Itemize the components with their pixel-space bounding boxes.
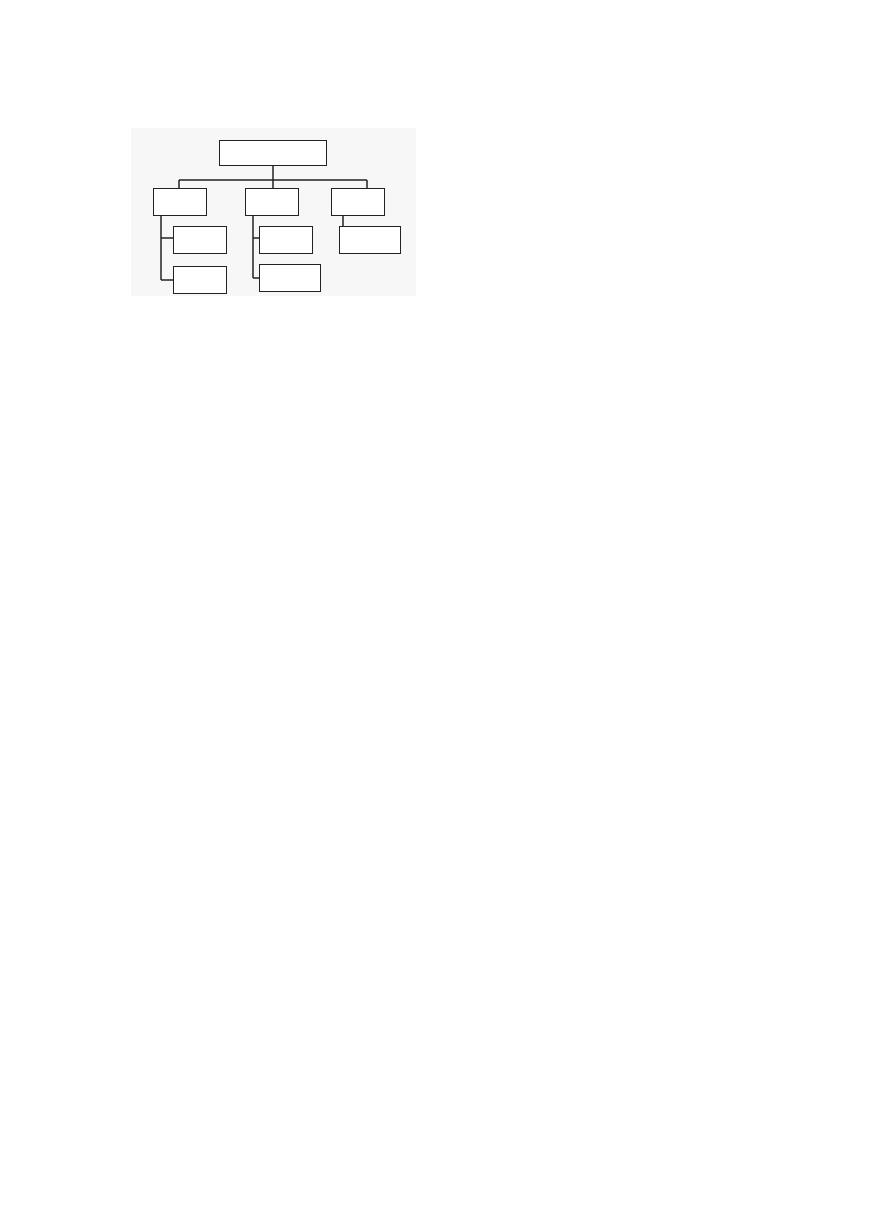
spacer (131, 104, 743, 126)
senate-box (173, 226, 227, 254)
other-agencies-box (259, 264, 321, 292)
branch-3-box (331, 188, 385, 216)
branch-2-box (245, 188, 299, 216)
branch-1-box (153, 188, 207, 216)
cabinet-box (259, 226, 313, 254)
federal-government-box (219, 140, 327, 166)
government-structure-diagram (131, 128, 416, 296)
document-page (131, 104, 743, 300)
box-4 (173, 266, 227, 294)
supreme-court-box (339, 226, 401, 254)
